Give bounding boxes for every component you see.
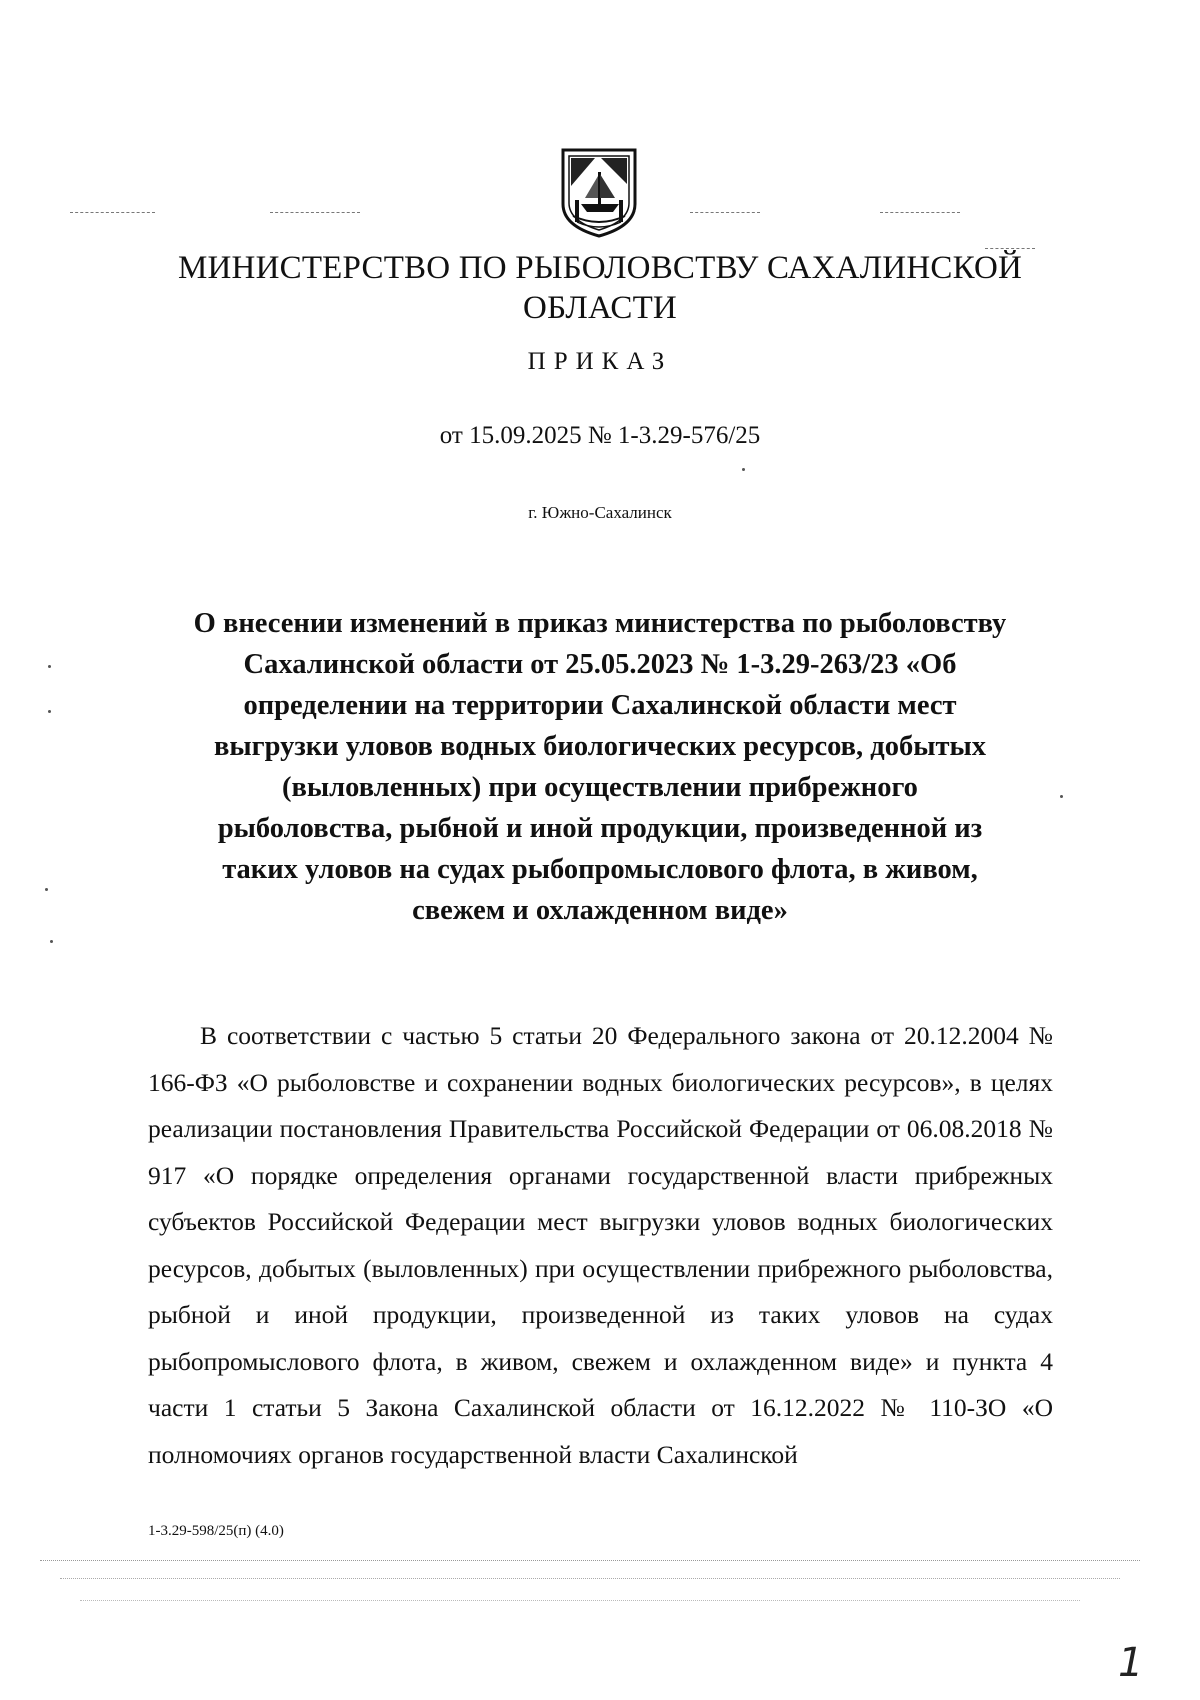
- scan-artifact: [70, 212, 155, 213]
- ministry-title: [150, 248, 1050, 328]
- scan-artifact: [48, 710, 51, 713]
- scan-artifact: [80, 1600, 1080, 1601]
- heading-line: определении на территории Сахалинской области мест: [243, 690, 957, 721]
- scan-artifact: [50, 940, 53, 943]
- order-label: ПРИКАЗ: [527, 348, 673, 375]
- heading-line: таких уловов на судах рыбопромыслового флота, в живом,: [222, 854, 978, 885]
- body-paragraph: В соответствии с частью 5 статьи 20 Федерального закона от 20.12.2004 № 166-ФЗ «О рыболовстве и сохранении водных биологических ресурсов», в целях реализации постановления Правительства Российской Федерации от 06.08.2018 № 917 «О порядке определения органами государственной власти прибрежных субъектов Российской Федерации мест выгрузки уловов водных биологических ресурсов, добытых (выловленных) при осуществлении прибрежного рыболовства, рыбной и иной продукции, произведенной из таких уловов на судах рыбопромыслового флота, в живом, свежем и охлажденном виде» и пункта 4 части 1 статьи 5 Закона Сахалинской области от 16.12.2022 № 110-ЗО «О полномочиях органов государственной власти Сахалинской: [148, 1021, 1053, 1469]
- scan-artifact: [880, 212, 960, 213]
- heading-line: свежем и охлажденном виде»: [412, 895, 788, 926]
- scan-artifact: [40, 1560, 1140, 1561]
- ministry-title-line1: МИНИСТЕРСТВО ПО РЫБОЛОВСТВУ САХАЛИНСКОЙ: [177, 250, 1023, 286]
- sakhalin-coat-of-arms-icon: [557, 146, 641, 238]
- scan-artifact: [48, 665, 51, 668]
- heading-line: (выловленных) при осуществлении прибрежного: [282, 772, 918, 803]
- scan-artifact: [690, 212, 760, 213]
- heading-line: Сахалинской области от 25.05.2023 № 1-3.29-263/23 «Об: [243, 649, 957, 680]
- document-heading: [150, 603, 1050, 931]
- scan-artifact: [45, 888, 48, 891]
- order-date-number: от 15.09.2025 № 1-3.29-576/25: [439, 422, 761, 449]
- heading-line: рыболовства, рыбной и иной продукции, произведенной из: [217, 813, 983, 844]
- footer-document-code: 1-3.29-598/25(п) (4.0): [148, 1523, 284, 1539]
- scan-artifact: [1060, 795, 1063, 798]
- scan-artifact: [270, 212, 360, 213]
- page-number: 1: [1118, 1640, 1144, 1686]
- city-name: г. Южно-Сахалинск: [528, 503, 672, 522]
- scan-artifact: [60, 1578, 1120, 1579]
- heading-line: выгрузки уловов водных биологических ресурсов, добытых: [214, 731, 986, 762]
- heading-line: О внесении изменений в приказ министерства по рыболовству: [193, 608, 1007, 639]
- ministry-title-line2: ОБЛАСТИ: [523, 290, 677, 326]
- scan-artifact: [742, 468, 745, 471]
